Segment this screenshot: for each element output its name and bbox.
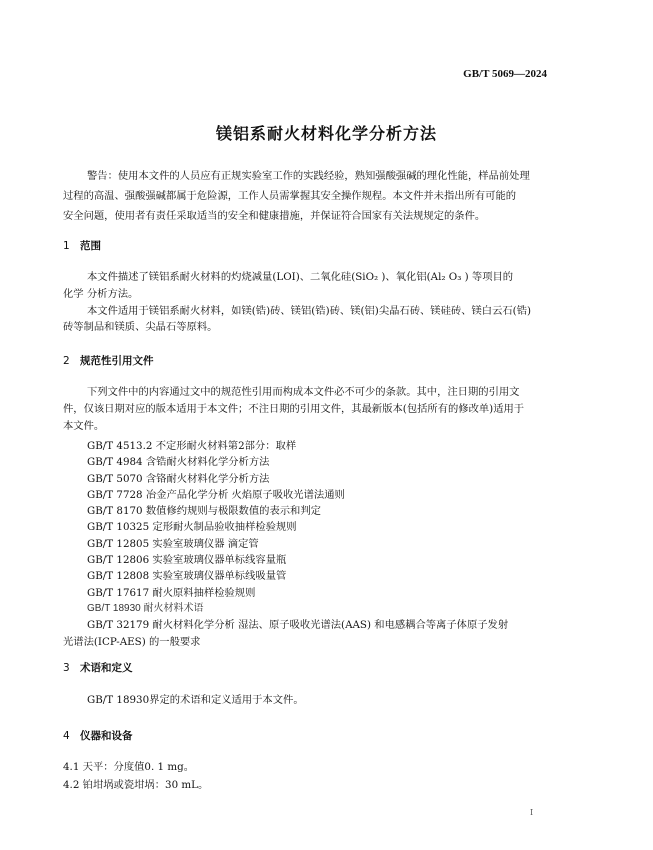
reference-item: GB/T 5070 含铬耐火材料化学分析方法 bbox=[87, 472, 270, 485]
section-heading-instruments bbox=[63, 728, 133, 743]
reference-list bbox=[63, 438, 509, 650]
reference-item: GB/T 12805 实验室玻璃仪器 滴定管 bbox=[87, 537, 259, 550]
reference-item: GB/T 4513.2 不定形耐火材料第2部分：取样 bbox=[87, 440, 297, 452]
intro-line: 本文件。 bbox=[63, 419, 105, 432]
document-title: 镁铝系耐火材料化学分析方法 bbox=[215, 124, 437, 143]
reference-item: GB/T 12808 实验室玻璃仪器单标线吸量管 bbox=[87, 570, 287, 583]
terms-line: GB/T 18930界定的术语和定义适用于本文件。 bbox=[87, 694, 304, 706]
terms-paragraph bbox=[87, 692, 577, 709]
warning-line: 警告：使用本文件的人员应有正规实验室工作的实践经验，熟知强酸强碱的理化性能，样品前处理 bbox=[87, 170, 530, 182]
scope-line: 本文件适用于镁铝系耐火材料，如镁(锆)砖、镁铝(锆)砖、镁(铝)尖晶石砖、镁硅砖、镁白云石(锆) bbox=[87, 304, 532, 317]
section-number: 1 bbox=[63, 240, 70, 252]
warning-paragraph bbox=[63, 166, 549, 226]
reference-item: GB/T 17617 耐火原料抽样检验规则 bbox=[87, 586, 256, 599]
section-heading-scope bbox=[63, 238, 101, 253]
intro-line: 下列文件中的内容通过文中的规范性引用而构成本文件必不可少的条款。其中，注日期的引用文 bbox=[87, 386, 520, 398]
scope-line: 化学 分析方法。 bbox=[63, 287, 139, 300]
section-heading-terms bbox=[63, 660, 133, 675]
section-title: 规范性引用文件 bbox=[80, 355, 154, 367]
scope-line: 本文件描述了镁铝系耐火材料的灼烧减量(LOI)、二氧化硅(SiO₂ )、氧化铝(Al₂ O₃ ) 等项目的 bbox=[87, 271, 514, 283]
section-title: 范围 bbox=[80, 240, 101, 252]
section-number: 2 bbox=[63, 355, 70, 367]
reference-item: GB/T 32179 耐火材料化学分析 湿法、原子吸收光谱法(AAS) 和电感耦合等离子体原子发射 bbox=[87, 619, 509, 632]
section-title: 术语和定义 bbox=[80, 662, 133, 674]
references-intro bbox=[63, 384, 553, 434]
instrument-item: 4.1 天平：分度值0. 1 mg。 bbox=[63, 761, 195, 773]
reference-item: GB/T 7728 冶金产品化学分析 火焰原子吸收光谱法通则 bbox=[87, 488, 345, 501]
scope-paragraph bbox=[63, 269, 553, 336]
reference-item: GB/T 18930 耐火材料术语 bbox=[87, 602, 204, 614]
reference-item: GB/T 8170 数值修约规则与极限数值的表示和判定 bbox=[87, 505, 321, 518]
reference-item: GB/T 12806 实验室玻璃仪器单标线容量瓶 bbox=[87, 554, 287, 567]
standard-number: GB/T 5069—2024 bbox=[463, 68, 547, 80]
section-number: 3 bbox=[63, 662, 70, 674]
reference-item-continuation: 光谱法(ICP-AES) 的一般要求 bbox=[63, 635, 201, 648]
section-heading-normative-references bbox=[63, 353, 154, 368]
warning-line: 安全问题，使用者有责任采取适当的安全和健康措施，并保证符合国家有关法规规定的条件。 bbox=[63, 210, 486, 222]
intro-line: 件，仅该日期对应的版本适用于本文件；不注日期的引用文件，其最新版本(包括所有的修改单)适用于 bbox=[63, 402, 525, 415]
warning-line: 过程的高温、强酸强碱都属于危险源，工作人员需掌握其安全操作规程。本文件并未指出所有可能的 bbox=[63, 190, 517, 202]
section-number: 4 bbox=[63, 730, 70, 742]
instrument-item: 4.2 铂坩埚或瓷坩埚：30 mL。 bbox=[63, 779, 209, 791]
reference-item: GB/T 10325 定形耐火制品验收抽样检验规则 bbox=[87, 521, 297, 534]
reference-item: GB/T 4984 含锆耐火材料化学分析方法 bbox=[87, 456, 270, 469]
scope-line: 砖等制品和镁质、尖晶石等原料。 bbox=[63, 321, 218, 334]
page-number: I bbox=[530, 808, 534, 817]
section-title: 仪器和设备 bbox=[80, 730, 133, 742]
